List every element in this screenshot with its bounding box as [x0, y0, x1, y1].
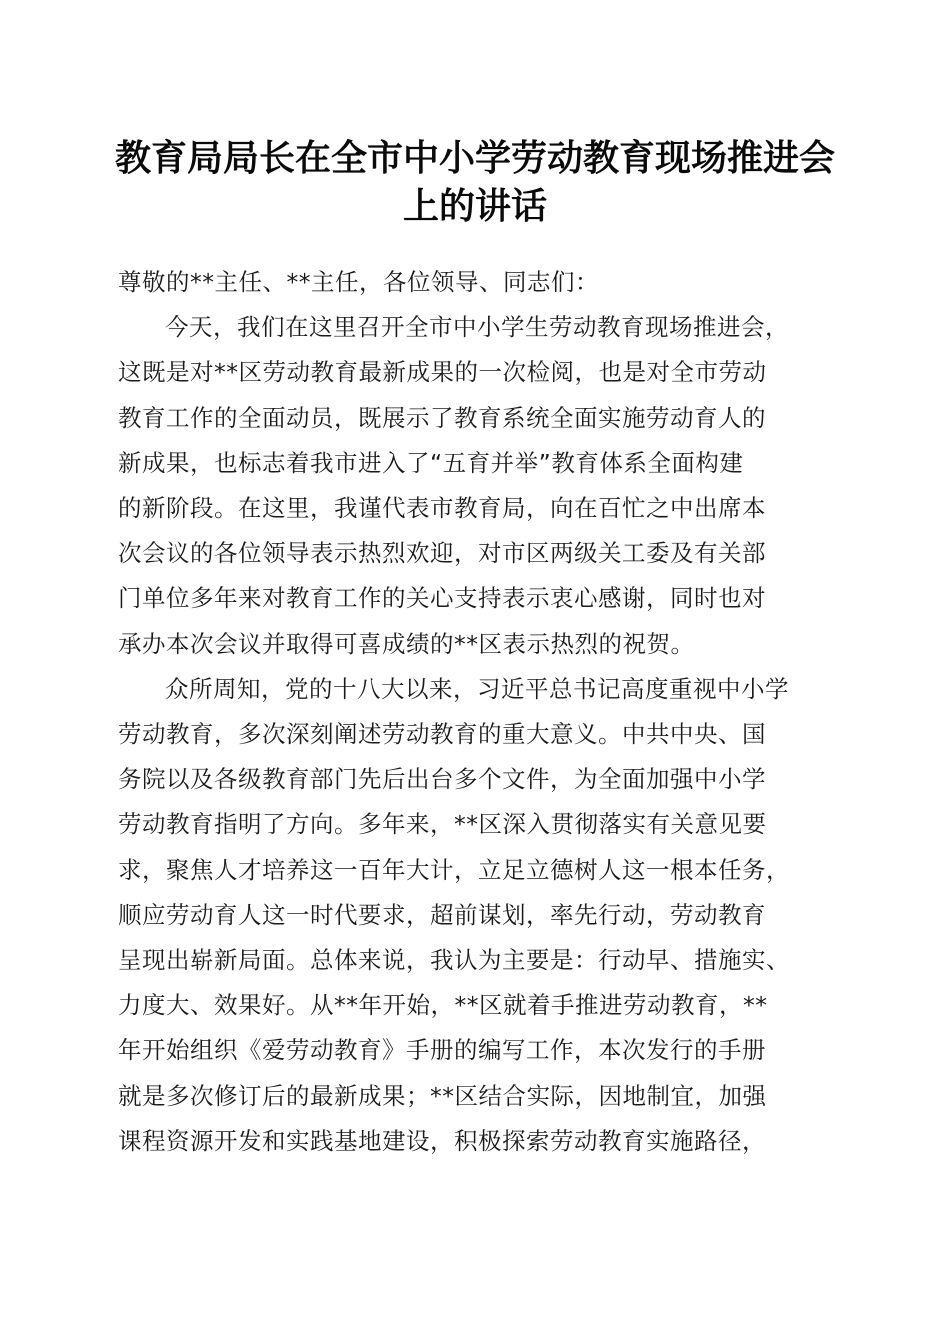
- salutation: 尊敬的**主任、**主任，各位领导、同志们：: [118, 268, 599, 296]
- document-title-line-1: 教育局局长在全市中小学劳动教育现场推进会: [114, 137, 835, 179]
- paragraph-line: 劳动教育，多次深刻阐述劳动教育的重大意义。中共中央、国: [118, 720, 766, 749]
- paragraph-1: [118, 305, 838, 667]
- paragraph-line: 门单位多年来对教育工作的关心支持表示衷心感谢，同时也对: [118, 584, 766, 613]
- paragraph-line: 求，聚焦人才培养这一百年大计，立足立德树人这一根本任务，: [118, 855, 790, 884]
- paragraph-line: 今天，我们在这里召开全市中小学生劳动教育现场推进会，: [165, 313, 789, 342]
- paragraph-line: 劳动教育指明了方向。多年来，**区深入贯彻落实有关意见要: [118, 810, 767, 839]
- paragraph-line: 新成果，也标志着我市进入了“五育并举”教育体系全面构建: [118, 448, 744, 477]
- paragraph-line: 课程资源开发和实践基地建设，积极探索劳动教育实施路径，: [118, 1126, 766, 1155]
- paragraph-line: 务院以及各级教育部门先后出台多个文件，为全面加强中小学: [118, 765, 766, 794]
- document-title-line-2: 上的讲话: [402, 185, 547, 227]
- paragraph-line: 年开始组织《爱劳动教育》手册的编写工作，本次发行的手册: [118, 1036, 766, 1065]
- paragraph-line: 呈现出崭新局面。总体来说，我认为主要是：行动早、措施实、: [118, 946, 790, 975]
- paragraph-line: 就是多次修订后的最新成果；**区结合实际，因地制宜，加强: [118, 1081, 767, 1110]
- paragraph-line: 的新阶段。在这里，我谨代表市教育局，向在百忙之中出席本: [118, 494, 766, 523]
- paragraph-line: 承办本次会议并取得可喜成绩的**区表示热烈的祝贺。: [118, 629, 695, 658]
- paragraph-2: [118, 667, 838, 1164]
- paragraph-line: 力度大、效果好。从**年开始，**区就着手推进劳动教育，**: [118, 991, 768, 1020]
- paragraph-line: 众所周知，党的十八大以来，习近平总书记高度重视中小学: [165, 674, 789, 703]
- paragraph-line: 教育工作的全面动员，既展示了教育系统全面实施劳动育人的: [118, 403, 766, 432]
- paragraph-line: 次会议的各位领导表示热烈欢迎，对市区两级关工委及有关部: [118, 539, 766, 568]
- document-body: [118, 260, 838, 1164]
- paragraph-line: 顺应劳动育人这一时代要求，超前谋划，率先行动，劳动教育: [118, 900, 766, 929]
- paragraph-line: 这既是对**区劳动教育最新成果的一次检阅，也是对全市劳动: [118, 358, 767, 387]
